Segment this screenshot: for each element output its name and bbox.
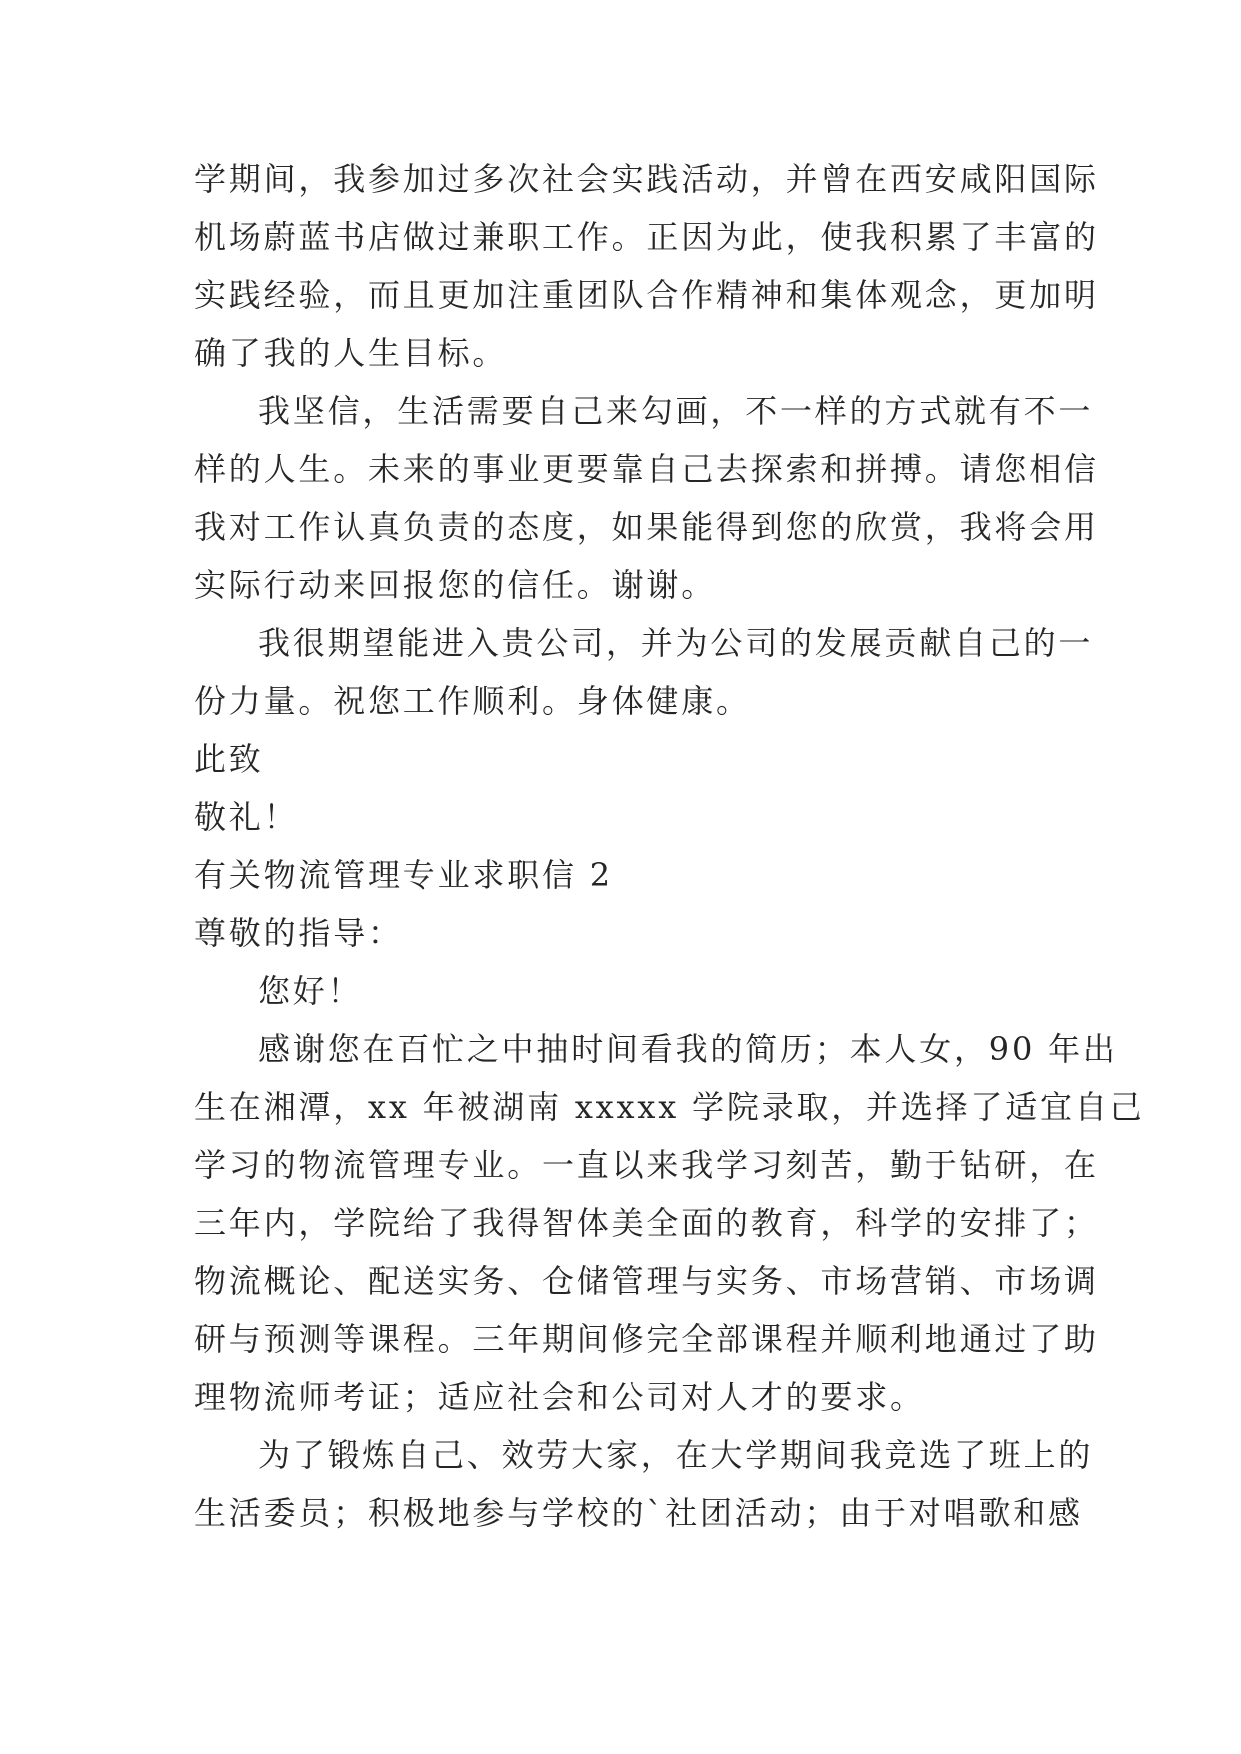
text-line: 我很期望能进入贵公司，并为公司的发展贡献自己的一 [258,624,1094,662]
text-line: 我坚信，生活需要自己来勾画，不一样的方式就有不一 [258,392,1094,430]
text-line: 我对工作认真负责的态度，如果能得到您的欣赏，我将会用 [194,508,1099,546]
document-body [194,150,1145,1542]
text-line: 为了锻炼自己、效劳大家，在大学期间我竞选了班上的 [258,1436,1094,1474]
text-line: 实践经验，而且更加注重团队合作精神和集体观念，更加明 [194,276,1099,314]
text-line: 生在湘潭，xx 年被湖南 xxxxx 学院录取，并选择了适宜自己 [194,1088,1145,1126]
text-line: 有关物流管理专业求职信 2 [194,856,613,894]
text-line: 物流概论、配送实务、仓储管理与实务、市场营销、市场调 [194,1262,1099,1300]
text-line: 份力量。祝您工作顺利。身体健康。 [194,682,751,720]
text-line: 样的人生。未来的事业更要靠自己去探索和拼搏。请您相信 [194,450,1099,488]
text-line: 学期间，我参加过多次社会实践活动，并曾在西安咸阳国际 [194,160,1099,198]
text-line: 学习的物流管理专业。一直以来我学习刻苦，勤于钻研，在 [194,1146,1099,1184]
text-line: 确了我的人生目标。 [194,334,508,372]
text-line: 尊敬的指导： [194,914,403,952]
text-line: 此致 [194,740,264,778]
text-line: 您好！ [258,972,363,1010]
text-line: 机场蔚蓝书店做过兼职工作。正因为此，使我积累了丰富的 [194,218,1099,256]
text-line: 实际行动来回报您的信任。谢谢。 [194,566,717,604]
text-line: 研与预测等课程。三年期间修完全部课程并顺利地通过了助 [194,1320,1099,1358]
text-line: 三年内，学院给了我得智体美全面的教育，科学的安排了； [194,1204,1099,1242]
text-line: 理物流师考证；适应社会和公司对人才的要求。 [194,1378,925,1416]
text-line: 敬礼！ [194,798,299,836]
text-line: 感谢您在百忙之中抽时间看我的简历；本人女，90 年出 [258,1030,1118,1068]
text-line: 生活委员；积极地参与学校的`社团活动；由于对唱歌和感 [194,1494,1083,1532]
